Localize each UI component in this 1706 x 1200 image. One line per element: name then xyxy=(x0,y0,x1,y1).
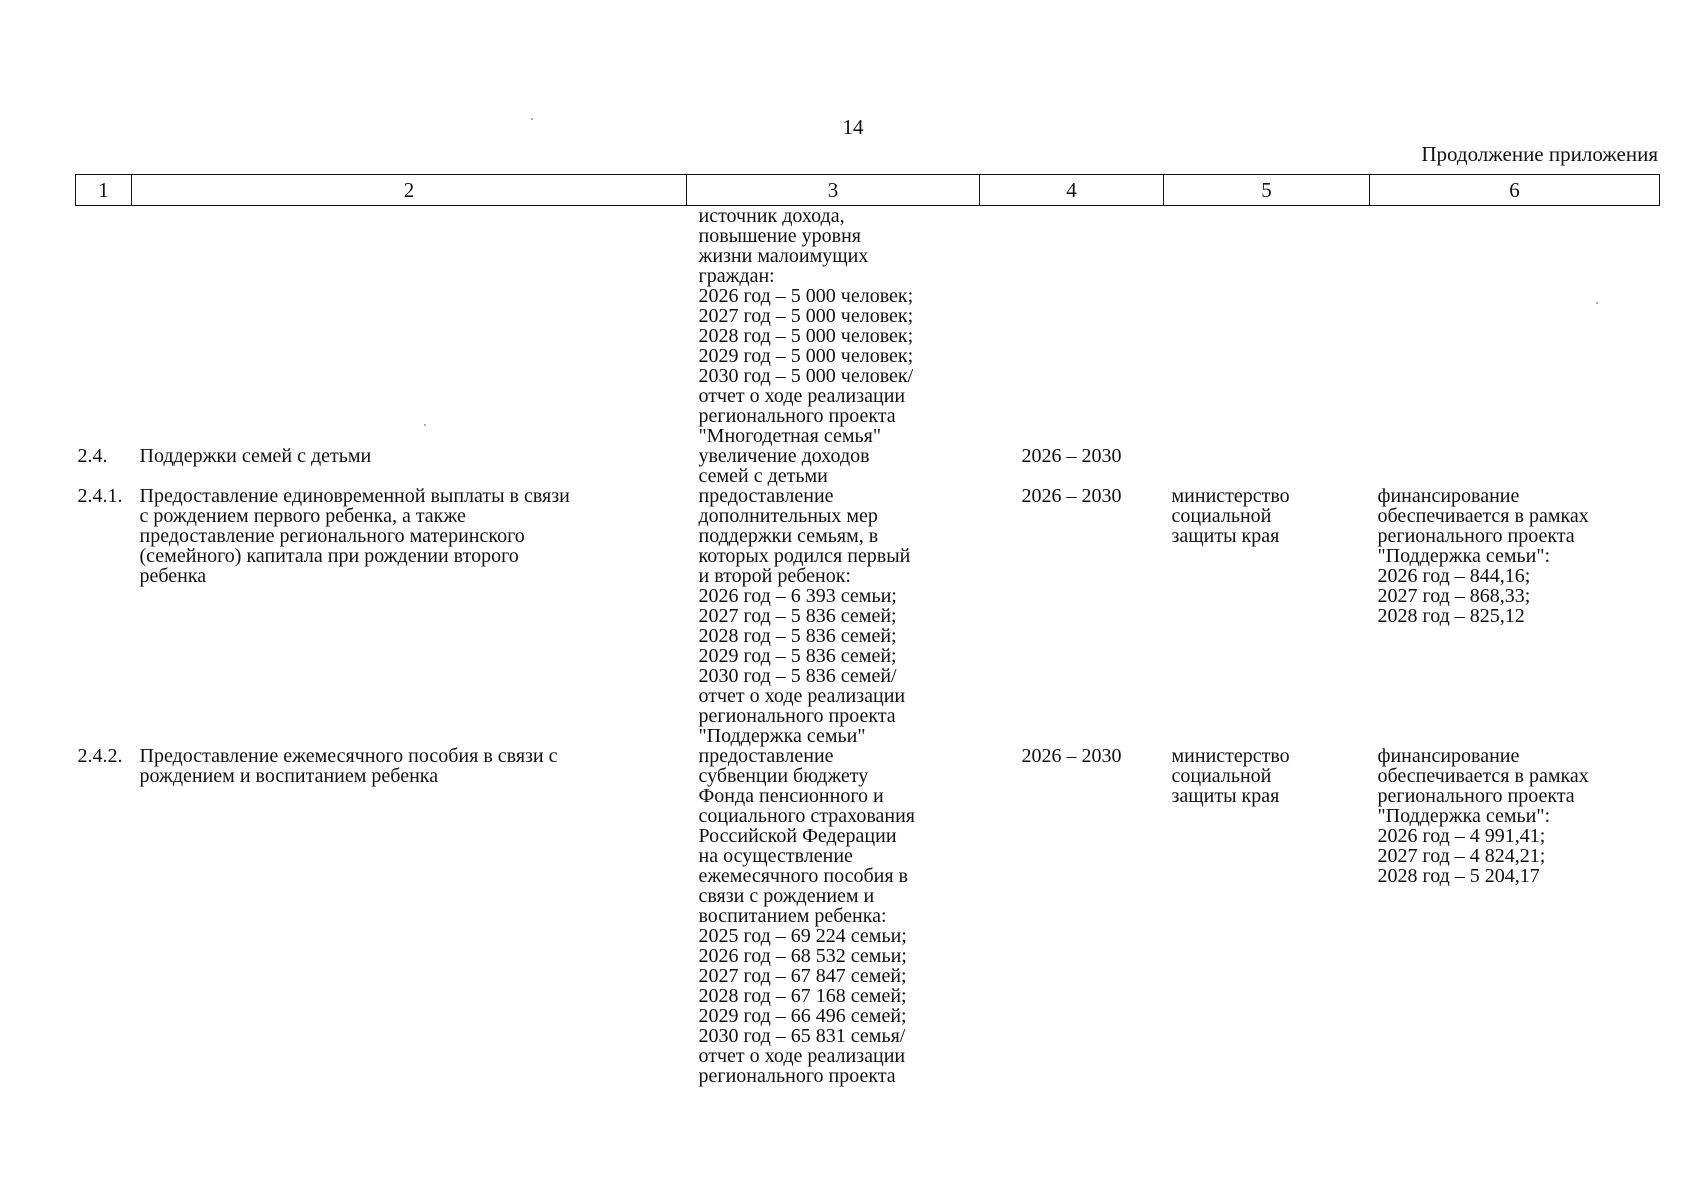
row-executor xyxy=(1164,206,1370,447)
header-col-2: 2 xyxy=(132,175,687,206)
row-years: 2026 – 2030 xyxy=(1021,445,1122,467)
header-col-6: 6 xyxy=(1370,175,1660,206)
header-row xyxy=(76,175,1660,206)
row-result: предоставление дополнительных мер поддержки семьям, в которых родился первый и второй ребенок: 2026 год – 6 393 семьи; 2027 год – 5 836 семей; 2028 год – 5 836 семей; 2029 год – 5 836 семей; 2030 год – 5 836 семей/ отчет о ходе реализации регионального проекта "Поддержка семьи" xyxy=(698,485,911,747)
row-financing: финансирование обеспечивается в рамках регионального проекта "Поддержка семьи": 2026 год – 4 991,41; 2027 год – 4 824,21; 2028 год – 5 204,17 xyxy=(1377,745,1589,887)
row-years: 2026 – 2030 xyxy=(1021,485,1122,507)
row-years xyxy=(980,206,1164,447)
row-financing xyxy=(1370,446,1660,486)
row-financing xyxy=(1370,206,1660,447)
header-col-1: 1 xyxy=(76,175,132,206)
table-row xyxy=(76,206,1660,447)
table-row xyxy=(76,746,1660,1086)
row-executor: министерство социальной защиты края xyxy=(1171,485,1290,547)
appendix-table xyxy=(75,174,1660,1086)
page-number: 14 xyxy=(842,115,864,139)
table-row xyxy=(76,486,1660,746)
scan-speck xyxy=(424,424,426,426)
row-name: Предоставление ежемесячного пособия в связи с рождением и воспитанием ребенка xyxy=(139,745,558,787)
row-number: 2.4.2. xyxy=(77,745,123,767)
header-col-3: 3 xyxy=(687,175,980,206)
row-name: Предоставление единовременной выплаты в связи с рождением первого ребенка, а также предоставление регионального материнского (семейного) капитала при рождении второго ребенка xyxy=(139,485,570,587)
row-executor: министерство социальной защиты края xyxy=(1171,745,1290,807)
row-financing: финансирование обеспечивается в рамках регионального проекта "Поддержка семьи": 2026 год – 844,16; 2027 год – 868,33; 2028 год – 825,12 xyxy=(1377,485,1589,627)
table-body xyxy=(76,206,1660,1087)
row-name: Поддержки семей с детьми xyxy=(139,445,372,467)
header-col-4: 4 xyxy=(980,175,1164,206)
row-result: увеличение доходов семей с детьми xyxy=(698,445,870,487)
row-number: 2.4. xyxy=(77,445,108,467)
row-number xyxy=(76,206,132,447)
header-col-5: 5 xyxy=(1164,175,1370,206)
row-result: предоставление субвенции бюджету Фонда пенсионного и социального страхования Российской Федерации на осуществление ежемесячного пособия в связи с рождением и воспитанием ребенка: 2025 год – 69 224 семьи; 2026 год – 68 532 семьи; 2027 год – 67 847 семей; 2028 год – 67 168 семей; 2029 год – 66 496 семей; 2030 год – 65 831 семья/ отчет о ходе реализации регионального проекта xyxy=(698,745,915,1087)
scan-speck xyxy=(1596,302,1598,304)
continuation-label: Продолжение приложения xyxy=(1421,142,1658,166)
row-executor xyxy=(1164,446,1370,486)
table-header xyxy=(76,175,1660,206)
scan-speck xyxy=(531,118,533,120)
table-row xyxy=(76,446,1660,486)
row-name xyxy=(132,206,687,447)
row-result: источник дохода, повышение уровня жизни малоимущих граждан: 2026 год – 5 000 человек; 2027 год – 5 000 человек; 2028 год – 5 000 человек; 2029 год – 5 000 человек; 2030 год – 5 000 человек/ отчет о ходе реализации регионального проекта "Многодетная семья" xyxy=(698,205,914,447)
row-years: 2026 – 2030 xyxy=(1021,745,1122,767)
row-number: 2.4.1. xyxy=(77,485,123,507)
